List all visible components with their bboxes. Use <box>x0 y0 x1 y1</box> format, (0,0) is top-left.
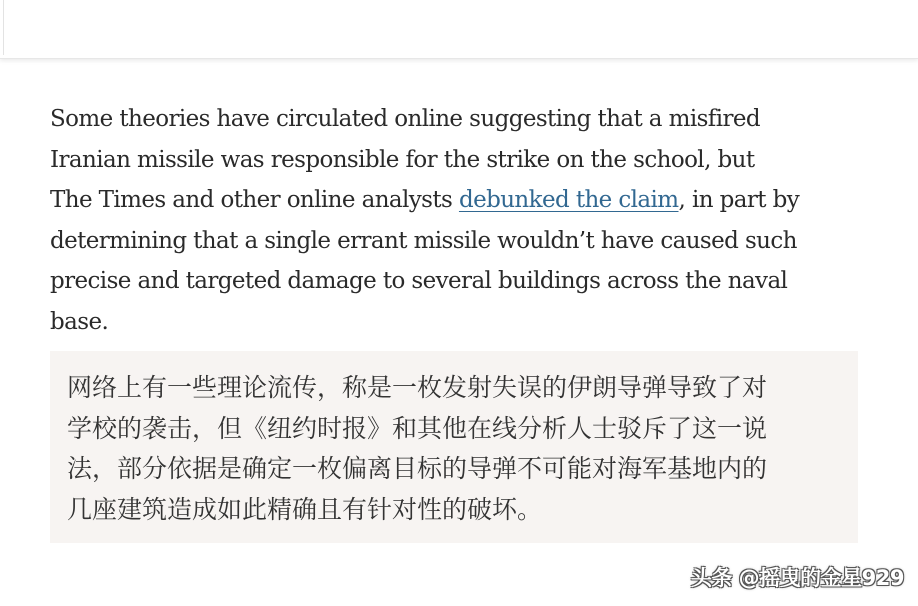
top-bar-edge <box>3 0 4 55</box>
translation-box <box>50 351 858 543</box>
watermark: 头条 @摇曳的金星929 <box>690 566 904 590</box>
debunked-claim-link[interactable]: debunked the claim <box>458 187 679 214</box>
article-line-4: determining that a single errant missile wouldn’t have caused such <box>50 227 797 254</box>
article-line-2: Iranian missile was responsible for the strike on the school, but <box>50 146 755 173</box>
translation-line-2: 学校的袭击，但《纽约时报》和其他在线分析人士驳斥了这一说 <box>67 413 768 443</box>
article-line-3 <box>50 187 799 213</box>
article-line-3-tail: , in part by <box>678 187 800 214</box>
article-line-1: Some theories have circulated online suggesting that a misfired <box>50 106 760 132</box>
top-bar <box>0 0 918 59</box>
article-paragraph <box>50 99 880 343</box>
article-line-5: precise and targeted damage to several buildings across the naval <box>50 268 788 295</box>
translation-line-1: 网络上有一些理论流传，称是一枚发射失误的伊朗导弹导致了对 <box>67 373 768 402</box>
article-line-6: base. <box>50 308 109 335</box>
article-line-3-text: The Times and other online analysts <box>50 187 459 214</box>
translation-line-4: 几座建筑造成如此精确且有针对性的破坏。 <box>67 494 543 524</box>
translation-text <box>67 368 847 530</box>
translation-line-3: 法，部分依据是确定一枚偏离目标的导弹不可能对海军基地内的 <box>67 454 768 483</box>
